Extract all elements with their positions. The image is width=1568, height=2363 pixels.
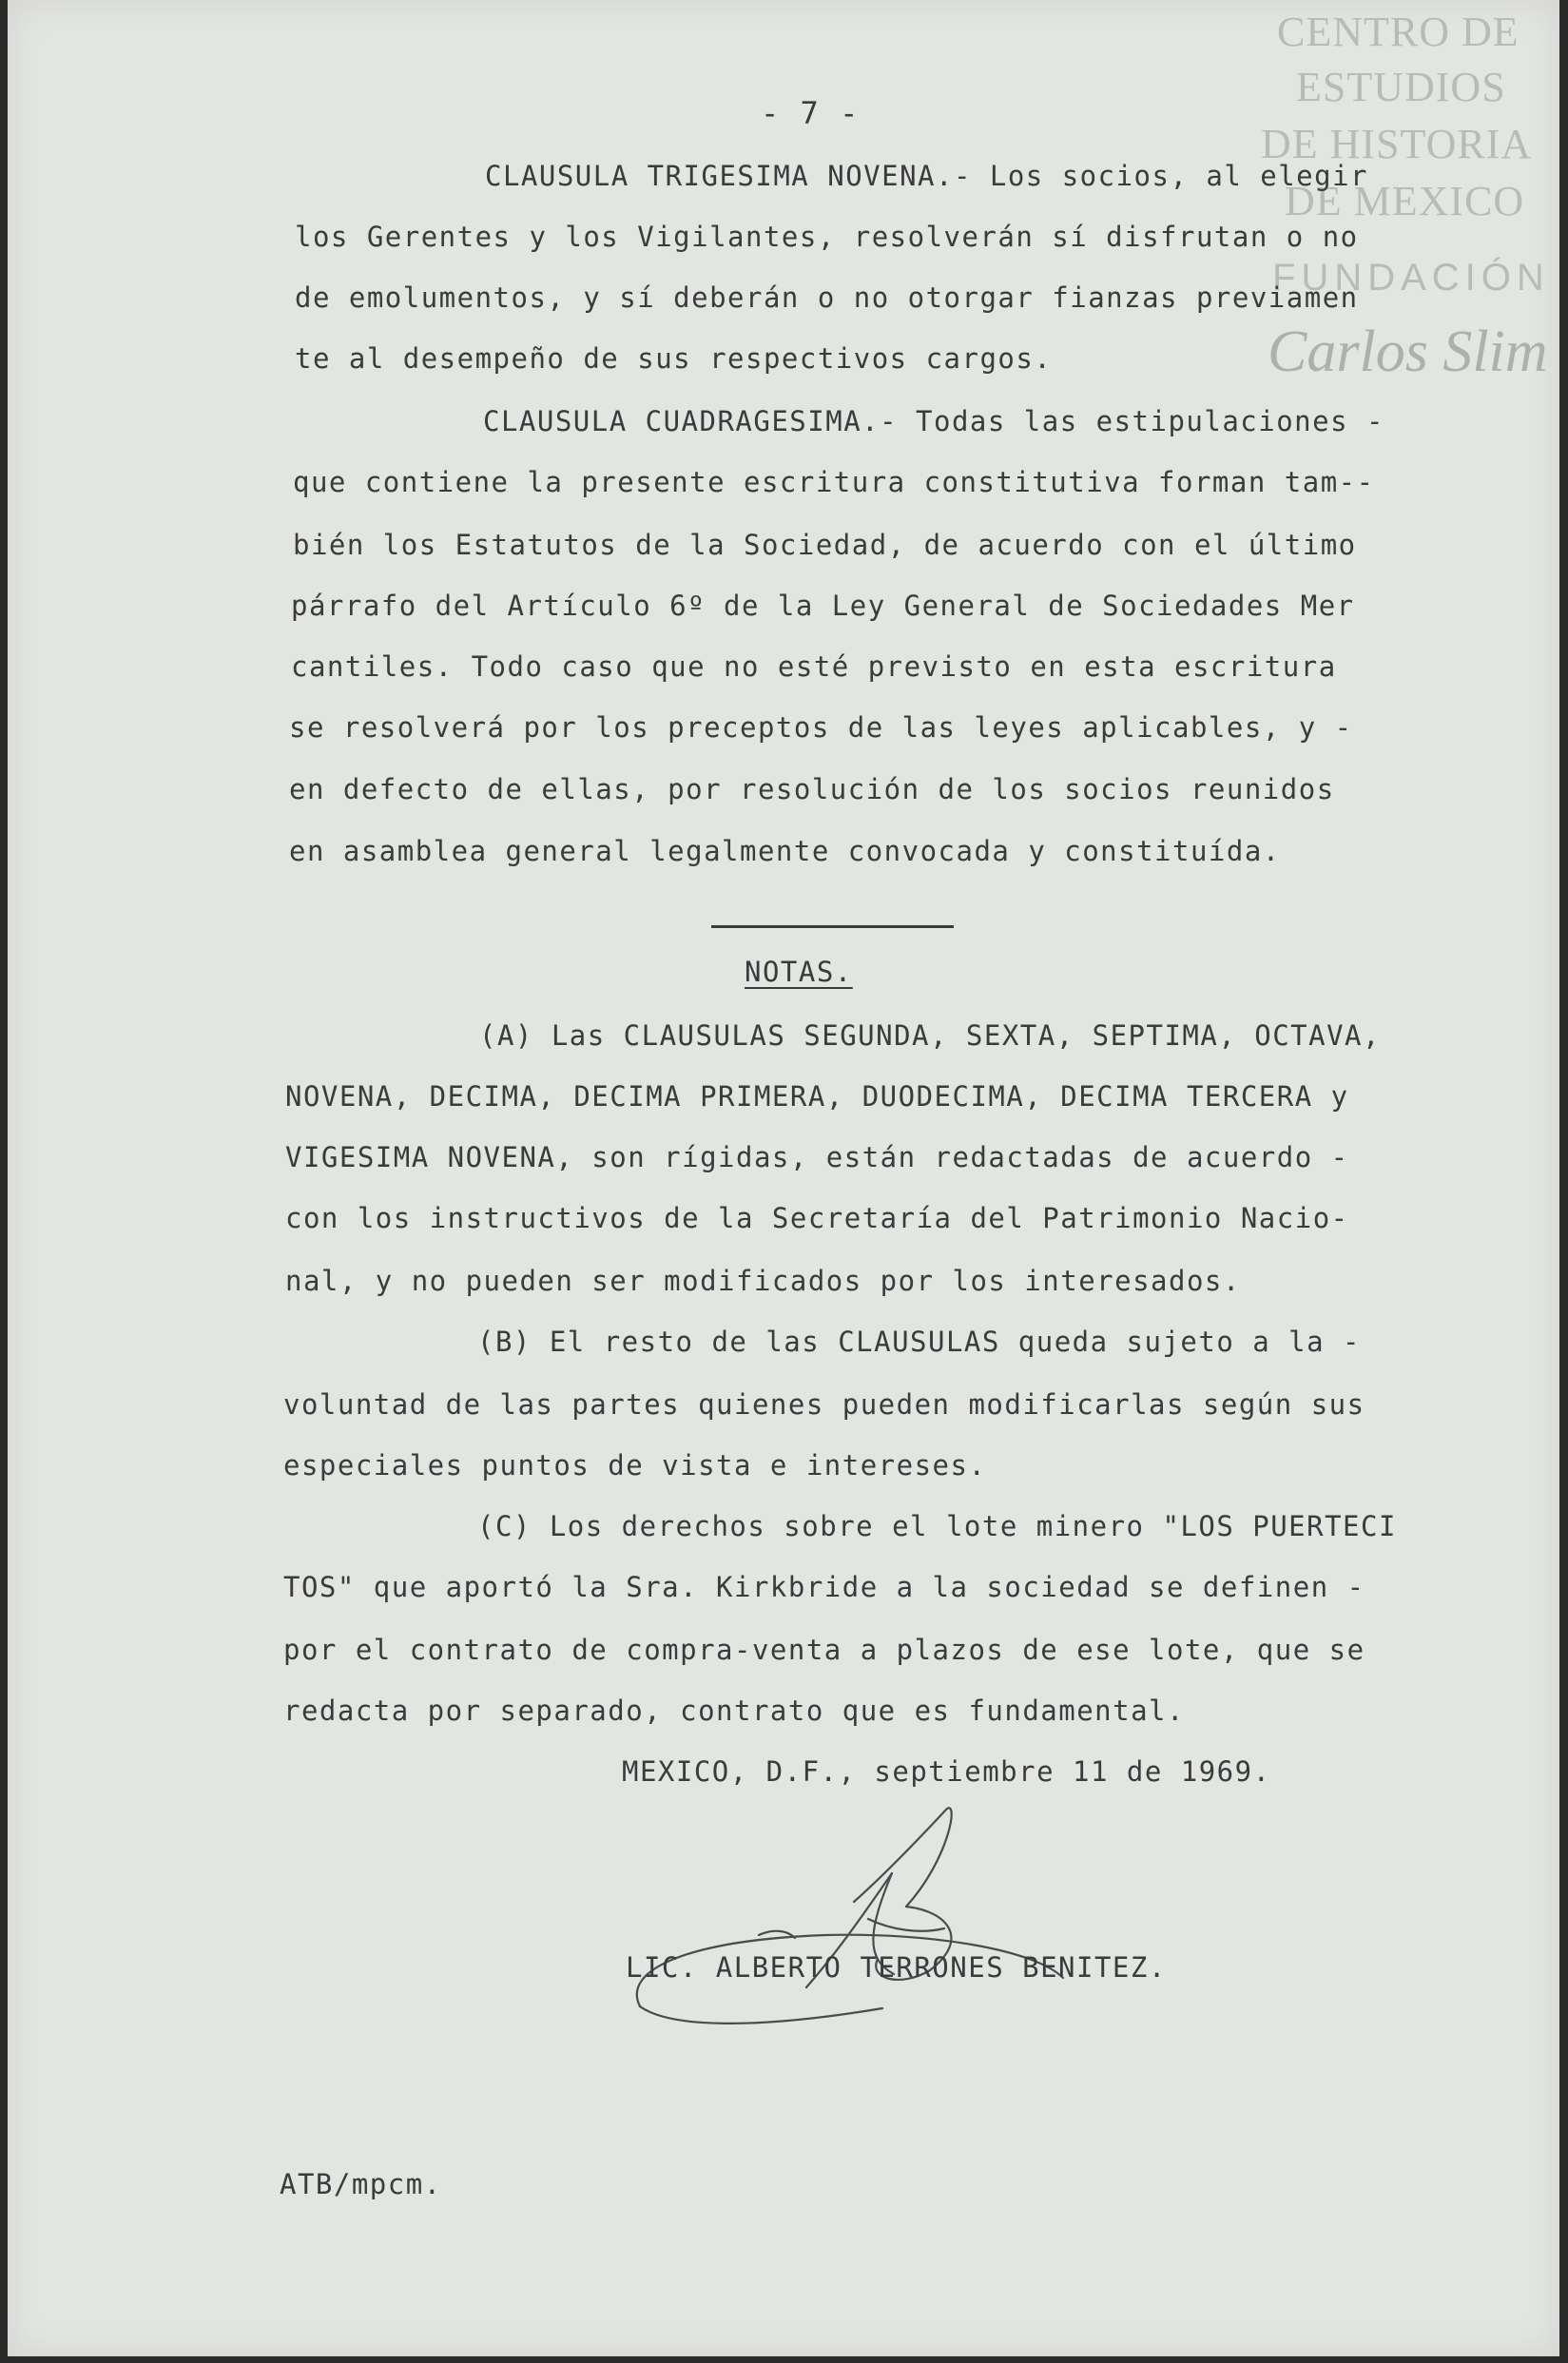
notes-line: especiales puntos de vista e intereses. [283,1449,987,1482]
body-line: en asamblea general legalmente convocada y constituída. [289,835,1281,867]
place-date: MEXICO, D.F., septiembre 11 de 1969. [622,1755,1271,1788]
notes-line: por el contrato de compra-venta a plazos de ese lote, que se [283,1634,1365,1666]
body-line: CLAUSULA TRIGESIMA NOVENA.- Los socios, al elegir [485,160,1369,192]
notes-line: (C) Los derechos sobre el lote minero "LOS PUERTECI [477,1510,1397,1542]
notes-line: nal, y no pueden ser modificados por los interesados. [285,1265,1241,1297]
body-line: se resolverá por los preceptos de las leyes aplicables, y - [289,711,1353,744]
section-divider [711,925,954,928]
body-line: te al desempeño de sus respectivos cargos. [295,342,1053,375]
watermark-line-3: DE HISTORIA [1261,121,1533,167]
watermark-line-4: DE MEXICO [1285,178,1525,224]
reference-initials: ATB/mpcm. [280,2168,442,2200]
notes-line: VIGESIMA NOVENA, son rígidas, están redactadas de acuerdo - [285,1141,1349,1173]
body-line: que contiene la presente escritura constitutiva forman tam-- [293,466,1375,498]
notes-line: (B) El resto de las CLAUSULAS queda sujeto a la - [477,1326,1362,1358]
body-line: los Gerentes y los Vigilantes, resolverán sí disfrutan o no [295,221,1359,253]
notes-line: NOVENA, DECIMA, DECIMA PRIMERA, DUODECIMA, DECIMA TERCERA y [285,1080,1349,1113]
document-page [8,0,1559,2356]
handwritten-signature [616,1807,1111,2025]
body-line: en defecto de ellas, por resolución de los socios reunidos [289,773,1335,805]
watermark-signature-logo: Carlos Slim [1268,320,1548,384]
signatory-name: LIC. ALBERTO TERRONES BENITEZ. [626,1951,1167,1984]
notes-heading: NOTAS. [745,956,853,988]
notes-line: redacta por separado, contrato que es fundamental. [283,1695,1185,1727]
body-line: de emolumentos, y sí deberán o no otorgar fianzas previamen [295,281,1359,314]
body-line: CLAUSULA CUADRAGESIMA.- Todas las estipulaciones - [483,405,1384,437]
watermark-line-2: ESTUDIOS [1296,64,1506,110]
body-line: cantiles. Todo caso que no esté previsto en esta escritura [291,650,1337,683]
watermark-line-5: FUNDACIÓN [1272,257,1550,299]
notes-line: con los instructivos de la Secretaría del Patrimonio Nacio- [285,1202,1349,1234]
page-number: - 7 - [761,95,860,131]
watermark-line-1: CENTRO DE [1277,9,1520,55]
notes-line: (A) Las CLAUSULAS SEGUNDA, SEXTA, SEPTIMA, OCTAVA, [479,1019,1381,1052]
notes-line: voluntad de las partes quienes pueden modificarlas según sus [283,1388,1365,1421]
notes-line: TOS" que aportó la Sra. Kirkbride a la sociedad se definen - [283,1571,1365,1603]
body-line: bién los Estatutos de la Sociedad, de acuerdo con el último [293,529,1357,561]
body-line: párrafo del Artículo 6º de la Ley General de Sociedades Mer [291,590,1355,622]
